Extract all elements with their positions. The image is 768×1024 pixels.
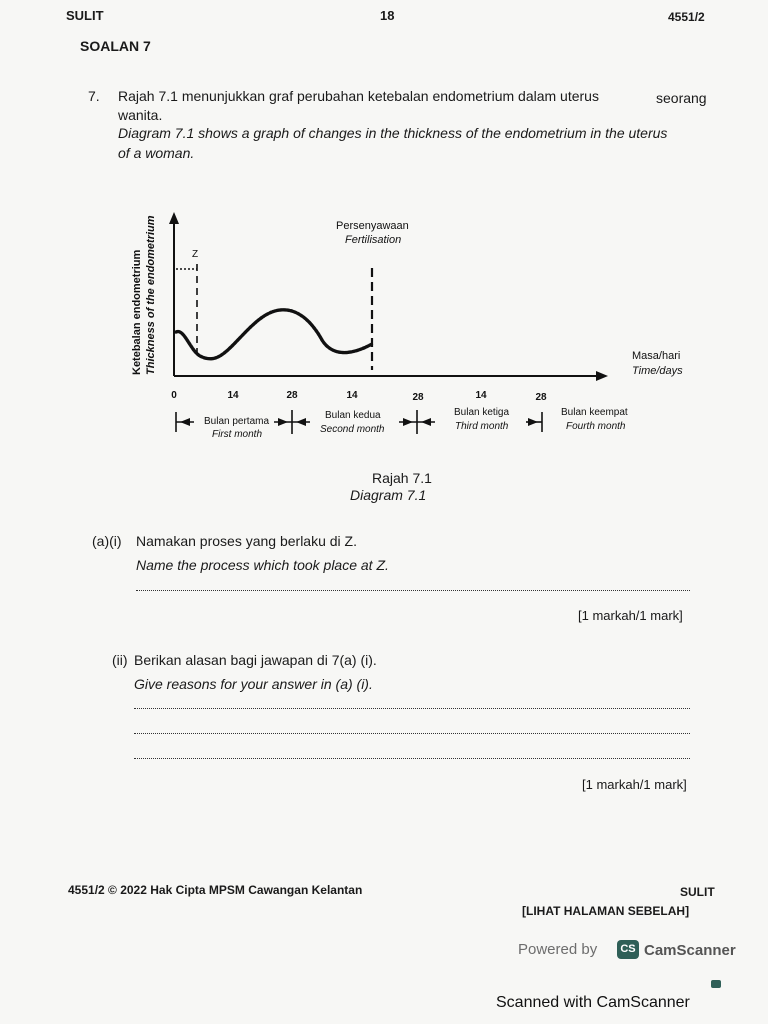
tick-label-3: 14 <box>346 390 358 401</box>
part-a-ii-question-malay: Berikan alasan bagi jawapan di 7(a) (i). <box>134 652 377 668</box>
header-sulit: SULIT <box>66 8 104 23</box>
x-axis-arrow <box>596 371 608 381</box>
diagram-caption-malay: Rajah 7.1 <box>372 470 432 486</box>
month-label-malay-3: Bulan ketiga <box>454 407 510 418</box>
month-divider-0 <box>176 412 194 432</box>
watermark-powered-by: Powered by <box>518 941 598 958</box>
section-title: SOALAN 7 <box>80 38 151 54</box>
tick-label-4: 28 <box>412 392 424 403</box>
part-a-i-question-english: Name the process which took place at Z. <box>136 557 389 573</box>
month-label-english-3: Third month <box>455 421 509 432</box>
part-a-i-question-malay: Namakan proses yang berlaku di Z. <box>136 533 357 549</box>
part-a-ii-marks: [1 markah/1 mark] <box>582 777 687 792</box>
tick-label-1: 14 <box>227 390 239 401</box>
endometrium-thickness-graph <box>120 180 700 450</box>
question-malay-line1: Rajah 7.1 menunjukkan graf perubahan ketebalan endometrium dalam uterus <box>118 88 599 104</box>
part-a-ii-question-english: Give reasons for your answer in (a) (i). <box>134 676 373 692</box>
month-divider-2 <box>399 410 435 434</box>
footer-sulit: SULIT <box>680 885 715 899</box>
part-a-ii-label: (ii) <box>112 652 128 668</box>
answer-line-a-i[interactable] <box>136 590 690 591</box>
fertilisation-label-english: Fertilisation <box>345 234 402 246</box>
paper-code: 4551/2 <box>668 10 705 24</box>
answer-line-a-ii-2[interactable] <box>134 733 690 734</box>
question-english-line1: Diagram 7.1 shows a graph of changes in the thickness of the endometrium in the uterus <box>118 125 668 141</box>
tick-label-6: 28 <box>535 392 547 403</box>
x-axis-label-malay: Masa/hari <box>632 350 681 362</box>
month-label-english-1: First month <box>212 429 263 440</box>
y-axis-label-malay: Ketebalan endometrium <box>131 249 143 375</box>
tick-label-2: 28 <box>286 390 298 401</box>
diagram-caption-english: Diagram 7.1 <box>350 487 427 503</box>
month-label-english-4: Fourth month <box>566 421 626 432</box>
footer-copyright: 4551/2 © 2022 Hak Cipta MPSM Cawangan Kelantan <box>68 883 363 897</box>
page-number: 18 <box>380 8 395 23</box>
tick-label-0: 0 <box>171 390 177 401</box>
question-malay-word-end: seorang <box>656 90 707 106</box>
part-a-i-marks: [1 markah/1 mark] <box>578 608 683 623</box>
y-axis-arrow <box>169 212 179 224</box>
z-marker-label: Z <box>192 249 199 260</box>
answer-line-a-ii-3[interactable] <box>134 758 690 759</box>
camscanner-mini-icon <box>711 980 721 988</box>
part-a-i-label: (a)(i) <box>92 533 122 549</box>
month-label-malay-2: Bulan kedua <box>325 410 381 421</box>
tick-label-5: 14 <box>475 390 487 401</box>
month-label-malay-1: Bulan pertama <box>204 416 270 427</box>
watermark-brand: CamScanner <box>644 942 736 959</box>
endometrium-curve <box>176 310 372 359</box>
camscanner-logo-icon: CS <box>617 940 639 959</box>
x-axis-label-english: Time/days <box>632 365 683 377</box>
month-label-malay-4: Bulan keempat <box>561 407 628 418</box>
question-malay-line2: wanita. <box>118 107 163 123</box>
question-number: 7. <box>88 88 100 104</box>
question-english-line2: of a woman. <box>118 145 195 161</box>
fertilisation-label-malay: Persenyawaan <box>336 220 409 232</box>
watermark-scanned-with: Scanned with CamScanner <box>496 994 690 1011</box>
answer-line-a-ii-1[interactable] <box>134 708 690 709</box>
y-axis-label-english: Thickness of the endometrium <box>145 215 157 375</box>
month-divider-1 <box>274 410 310 434</box>
footer-next-page: [LIHAT HALAMAN SEBELAH] <box>522 904 690 918</box>
month-label-english-2: Second month <box>320 424 385 435</box>
month-divider-3 <box>526 412 542 432</box>
